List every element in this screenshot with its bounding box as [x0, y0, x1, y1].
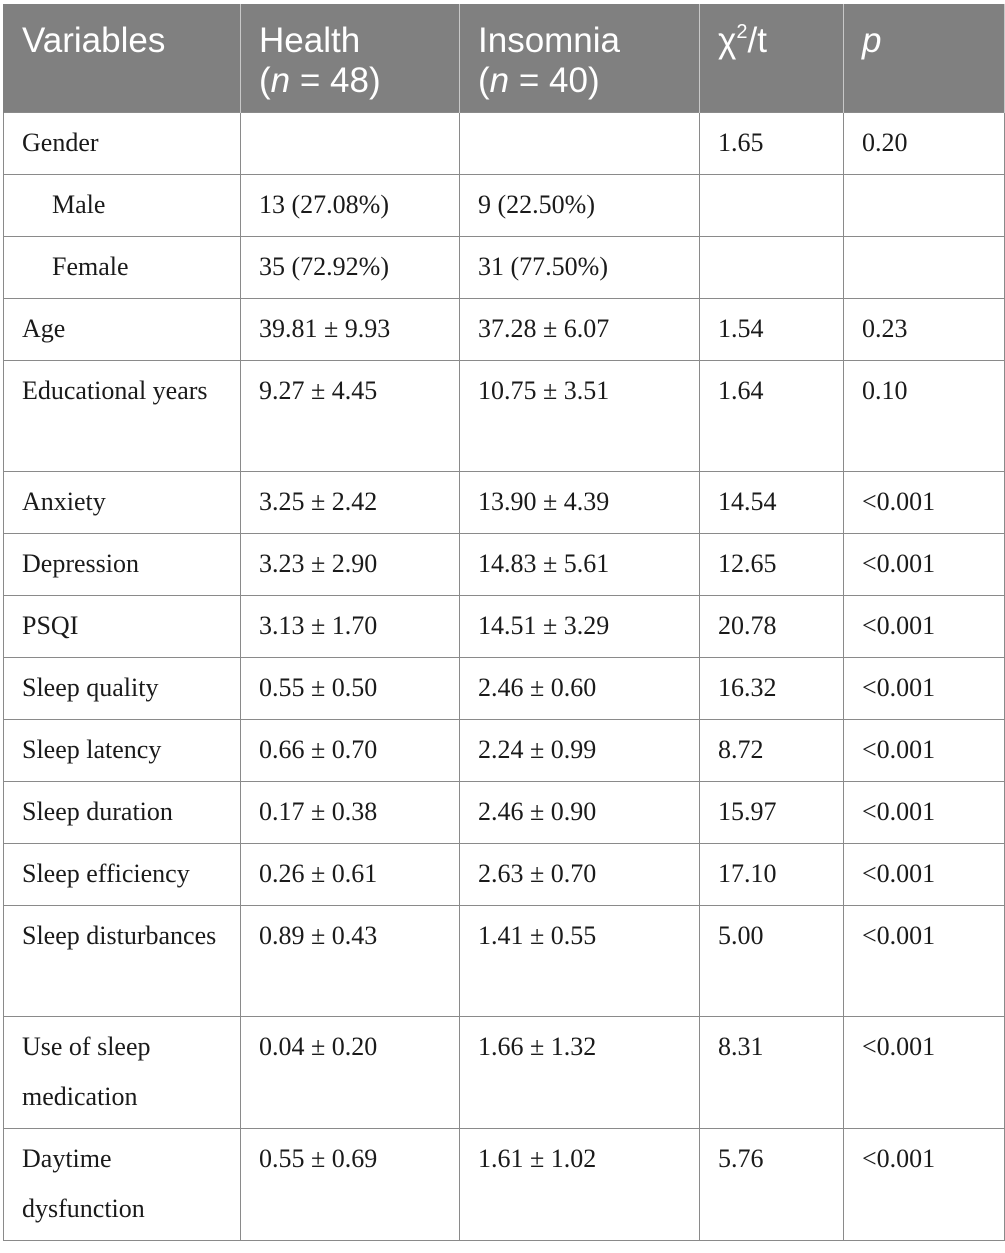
cell-variable: Sleep disturbances	[4, 906, 241, 1017]
header-insomnia-n-label: n	[489, 61, 510, 100]
header-variables: Variables	[4, 4, 241, 113]
cell-stat: 1.54	[700, 299, 844, 361]
cell-p: <0.001	[844, 782, 1005, 844]
cell-p: <0.001	[844, 596, 1005, 658]
cell-stat: 5.00	[700, 906, 844, 1017]
cell-p: <0.001	[844, 472, 1005, 534]
cell-insomnia: 14.51 ± 3.29	[460, 596, 700, 658]
cell-insomnia: 1.41 ± 0.55	[460, 906, 700, 1017]
cell-stat: 15.97	[700, 782, 844, 844]
cell-variable: Female	[4, 237, 241, 299]
cell-insomnia: 10.75 ± 3.51	[460, 361, 700, 472]
cell-variable: Daytime dysfunction	[4, 1129, 241, 1241]
cell-insomnia: 14.83 ± 5.61	[460, 534, 700, 596]
table-row	[4, 361, 1005, 472]
cell-p: <0.001	[844, 906, 1005, 1017]
cell-insomnia: 2.63 ± 0.70	[460, 844, 700, 906]
table-row	[4, 596, 1005, 658]
table-row	[4, 844, 1005, 906]
table-row	[4, 906, 1005, 1017]
table-header	[4, 4, 1005, 113]
cell-health: 0.89 ± 0.43	[241, 906, 460, 1017]
cell-stat: 16.32	[700, 658, 844, 720]
cell-stat: 12.65	[700, 534, 844, 596]
cell-stat	[700, 175, 844, 237]
cell-p: <0.001	[844, 1017, 1005, 1129]
cell-insomnia: 2.46 ± 0.90	[460, 782, 700, 844]
table-row	[4, 782, 1005, 844]
header-insomnia: Insomnia (n = 40)	[460, 4, 700, 113]
cell-variable: Educational years	[4, 361, 241, 472]
table-body	[4, 113, 1005, 1241]
header-health-n-value: = 48)	[290, 61, 381, 100]
cell-health: 39.81 ± 9.93	[241, 299, 460, 361]
cell-p: 0.23	[844, 299, 1005, 361]
cell-health: 13 (27.08%)	[241, 175, 460, 237]
cell-health: 0.17 ± 0.38	[241, 782, 460, 844]
cell-health: 35 (72.92%)	[241, 237, 460, 299]
cell-insomnia	[460, 113, 700, 175]
cell-variable: Sleep efficiency	[4, 844, 241, 906]
cell-health: 9.27 ± 4.45	[241, 361, 460, 472]
table-row	[4, 472, 1005, 534]
cell-health: 0.26 ± 0.61	[241, 844, 460, 906]
cell-variable: PSQI	[4, 596, 241, 658]
cell-insomnia: 31 (77.50%)	[460, 237, 700, 299]
cell-insomnia: 2.46 ± 0.60	[460, 658, 700, 720]
cell-variable: Male	[4, 175, 241, 237]
cell-variable: Sleep duration	[4, 782, 241, 844]
cell-p: 0.20	[844, 113, 1005, 175]
cell-stat: 8.72	[700, 720, 844, 782]
cell-p	[844, 237, 1005, 299]
cell-insomnia: 2.24 ± 0.99	[460, 720, 700, 782]
cell-stat: 17.10	[700, 844, 844, 906]
header-p: p	[844, 4, 1005, 113]
header-chi-t: $\chi^2/t$	[700, 4, 844, 113]
header-row	[4, 4, 1005, 113]
cell-p: <0.001	[844, 720, 1005, 782]
cell-stat: 1.64	[700, 361, 844, 472]
cell-health: 3.25 ± 2.42	[241, 472, 460, 534]
table-row	[4, 113, 1005, 175]
cell-variable: Anxiety	[4, 472, 241, 534]
demographics-table	[3, 4, 1005, 1241]
table-row	[4, 534, 1005, 596]
cell-health: 0.66 ± 0.70	[241, 720, 460, 782]
cell-stat: 8.31	[700, 1017, 844, 1129]
cell-p	[844, 175, 1005, 237]
table-row	[4, 237, 1005, 299]
cell-health	[241, 113, 460, 175]
cell-health: 0.55 ± 0.69	[241, 1129, 460, 1241]
table-row	[4, 175, 1005, 237]
cell-stat: 1.65	[700, 113, 844, 175]
cell-insomnia: 13.90 ± 4.39	[460, 472, 700, 534]
cell-insomnia: 1.66 ± 1.32	[460, 1017, 700, 1129]
cell-stat: 14.54	[700, 472, 844, 534]
cell-variable: Sleep latency	[4, 720, 241, 782]
table-row	[4, 720, 1005, 782]
cell-health: 0.04 ± 0.20	[241, 1017, 460, 1129]
cell-insomnia: 1.61 ± 1.02	[460, 1129, 700, 1241]
cell-insomnia: 9 (22.50%)	[460, 175, 700, 237]
cell-variable: Depression	[4, 534, 241, 596]
cell-p: 0.10	[844, 361, 1005, 472]
cell-variable: Use of sleep medication	[4, 1017, 241, 1129]
table-row	[4, 1129, 1005, 1241]
cell-variable: Sleep quality	[4, 658, 241, 720]
cell-health: 3.13 ± 1.70	[241, 596, 460, 658]
cell-health: 0.55 ± 0.50	[241, 658, 460, 720]
table-row	[4, 1017, 1005, 1129]
cell-stat: 20.78	[700, 596, 844, 658]
cell-p: <0.001	[844, 658, 1005, 720]
cell-health: 3.23 ± 2.90	[241, 534, 460, 596]
header-health-n-label: n	[270, 61, 291, 100]
cell-stat: 5.76	[700, 1129, 844, 1241]
cell-p: <0.001	[844, 534, 1005, 596]
table-row	[4, 658, 1005, 720]
cell-p: <0.001	[844, 844, 1005, 906]
cell-stat	[700, 237, 844, 299]
cell-variable: Age	[4, 299, 241, 361]
header-health: Health (n = 48)	[241, 4, 460, 113]
table-row	[4, 299, 1005, 361]
header-insomnia-n-value: = 40)	[509, 61, 600, 100]
cell-variable: Gender	[4, 113, 241, 175]
cell-insomnia: 37.28 ± 6.07	[460, 299, 700, 361]
cell-p: <0.001	[844, 1129, 1005, 1241]
